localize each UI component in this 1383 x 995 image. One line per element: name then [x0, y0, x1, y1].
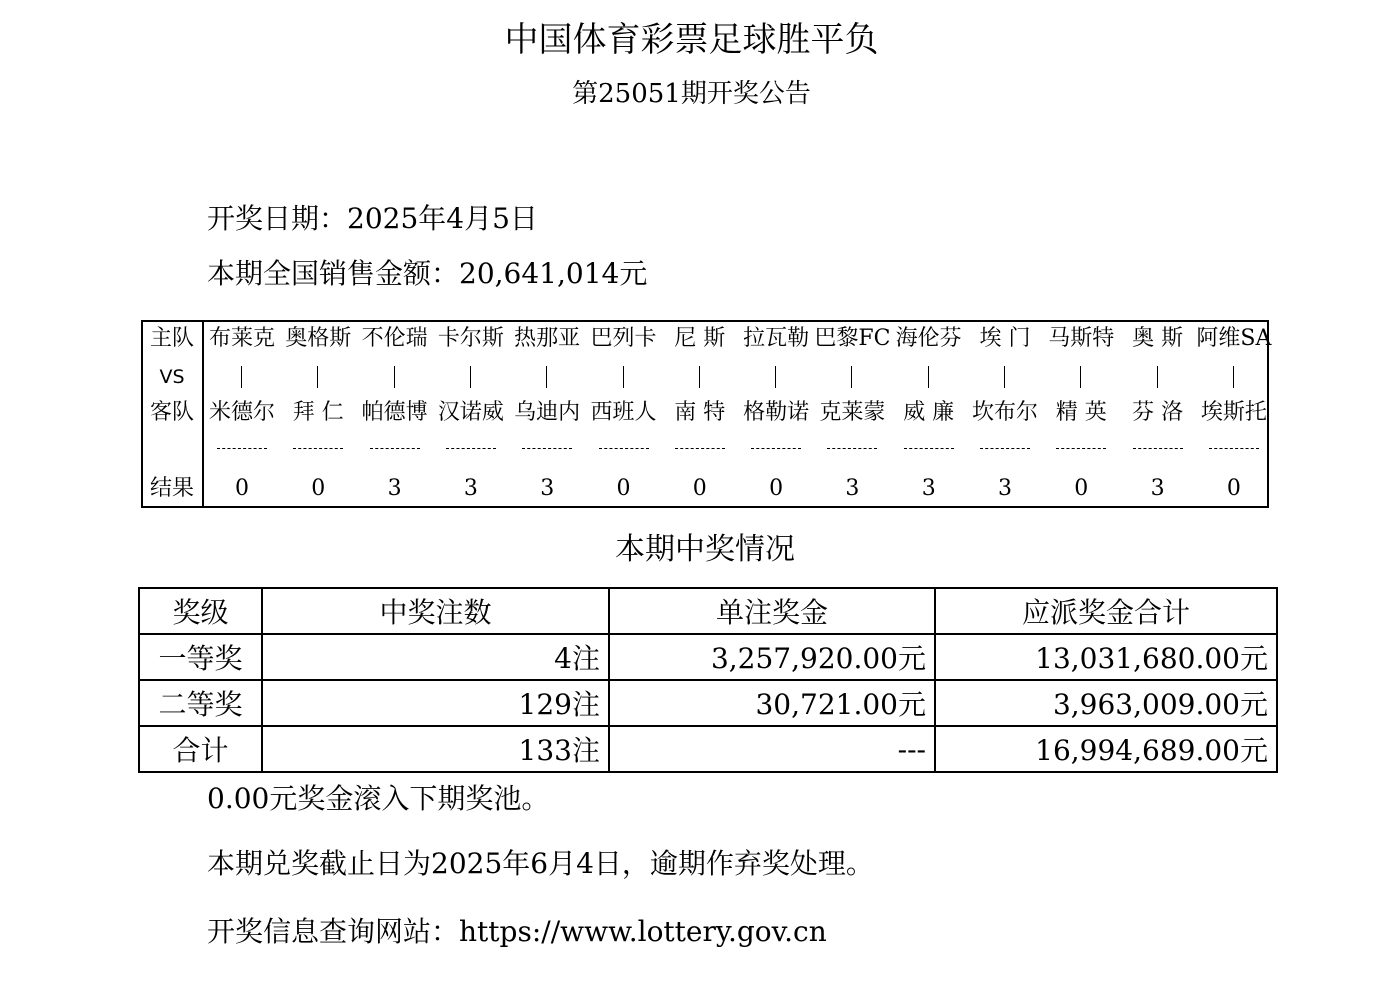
- vs-separator: [470, 366, 471, 388]
- vs-separator: [928, 366, 929, 388]
- home-team-name: 巴列卡: [590, 326, 657, 351]
- dash-separator: [599, 448, 649, 449]
- match-column: [280, 322, 356, 506]
- match-result: 3: [845, 476, 860, 501]
- result-label: 结果: [149, 476, 194, 501]
- match-result: 0: [1226, 476, 1241, 501]
- match-column: [814, 322, 890, 506]
- match-result: 0: [769, 476, 784, 501]
- match-column: [204, 322, 280, 506]
- match-result: 3: [921, 476, 936, 501]
- home-team-name: 不伦瑞: [361, 326, 428, 351]
- match-column: [1120, 322, 1196, 506]
- prize-per-bet: 30,721.00元: [609, 680, 935, 726]
- vs-separator: [1080, 366, 1081, 388]
- home-team-name: 卡尔斯: [437, 326, 504, 351]
- away-team-name: 格勒诺: [743, 400, 810, 425]
- header-prize-level: 奖级: [139, 588, 262, 634]
- dash-separator: [217, 448, 267, 449]
- vs-separator: [1233, 366, 1234, 388]
- match-results-table: [141, 320, 1272, 508]
- winner-count: 133注: [262, 726, 609, 772]
- dash-separator: [370, 448, 420, 449]
- home-team-label: 主队: [149, 326, 194, 351]
- match-column: [967, 322, 1043, 506]
- vs-separator: [699, 366, 700, 388]
- header-winner-count: 中奖注数: [262, 588, 609, 634]
- prize-level: 一等奖: [139, 634, 262, 680]
- match-result: 0: [235, 476, 249, 501]
- winner-count: 4注: [262, 634, 609, 680]
- match-result: 0: [1074, 476, 1089, 501]
- home-team-name: 布莱克: [208, 326, 275, 351]
- dash-separator: [675, 448, 725, 449]
- match-column: [738, 322, 814, 506]
- dash-separator: [904, 448, 954, 449]
- match-column: [662, 322, 738, 506]
- home-team-name: 尼 斯: [674, 326, 726, 351]
- prize-total: 3,963,009.00元: [935, 680, 1277, 726]
- home-team-name: 海伦芬: [895, 326, 962, 351]
- dash-separator: [1209, 448, 1259, 449]
- match-result: 0: [311, 476, 326, 501]
- dash-separator: [446, 448, 496, 449]
- vs-label: VS: [159, 366, 185, 388]
- winner-count: 129注: [262, 680, 609, 726]
- match-column: [433, 322, 509, 506]
- away-team-label: 客队: [149, 400, 194, 425]
- match-column: [891, 322, 967, 506]
- dash-separator: [1133, 448, 1183, 449]
- match-result: 3: [1150, 476, 1165, 501]
- away-team-name: 芬 洛: [1132, 400, 1184, 425]
- issue-subtitle: 第25051期开奖公告: [572, 79, 811, 109]
- header-prize-total: 应派奖金合计: [935, 588, 1277, 634]
- dash-separator: [751, 448, 801, 449]
- away-team-name: 西班人: [590, 400, 657, 425]
- match-result: 3: [463, 476, 478, 501]
- away-team-name: 精 英: [1055, 400, 1107, 425]
- match-column: [509, 322, 585, 506]
- prize-row: [139, 680, 1277, 726]
- prize-level: 二等奖: [139, 680, 262, 726]
- vs-separator: [394, 366, 395, 388]
- dash-separator: [827, 448, 877, 449]
- match-column: [1043, 322, 1119, 506]
- match-result: 3: [998, 476, 1012, 501]
- rollover-note: 0.00元奖金滚入下期奖池。: [207, 782, 550, 815]
- dash-separator: [522, 448, 572, 449]
- sales-amount: 本期全国销售金额：20,641,014元: [207, 257, 648, 290]
- dash-separator: [293, 448, 343, 449]
- header-prize-per-bet: 单注奖金: [609, 588, 935, 634]
- prize-row: [139, 634, 1277, 680]
- away-team-name: 乌迪内: [514, 400, 581, 425]
- prize-section-title: 本期中奖情况: [615, 532, 795, 567]
- website-note: 开奖信息查询网站：https://www.lottery.gov.cn: [207, 915, 827, 948]
- match-result: 3: [387, 476, 402, 501]
- vs-separator: [317, 366, 318, 388]
- dash-separator: [980, 448, 1030, 449]
- claim-deadline-note: 本期兑奖截止日为2025年6月4日，逾期作弃奖处理。: [207, 847, 874, 880]
- home-team-name: 埃 门: [979, 326, 1031, 351]
- match-result: 3: [540, 476, 555, 501]
- away-team-name: 汉诺威: [437, 400, 504, 425]
- announcement-title: 中国体育彩票足球胜平负: [504, 20, 879, 60]
- home-team-name: 奥格斯: [285, 326, 352, 351]
- away-team-name: 米德尔: [208, 400, 275, 425]
- match-column: [586, 322, 662, 506]
- away-team-name: 埃斯托: [1200, 400, 1267, 425]
- match-result: 0: [692, 476, 707, 501]
- vs-separator: [1157, 366, 1158, 388]
- vs-separator: [851, 366, 852, 388]
- prize-row: [139, 726, 1277, 772]
- away-team-name: 南 特: [674, 400, 726, 425]
- home-team-name: 阿维SA: [1196, 326, 1272, 351]
- vs-separator: [546, 366, 547, 388]
- home-team-name: 拉瓦勒: [743, 326, 810, 351]
- vs-separator: [623, 366, 624, 388]
- home-team-name: 马斯特: [1048, 326, 1115, 351]
- draw-date: 开奖日期：2025年4月5日: [207, 202, 538, 235]
- vs-separator: [1004, 366, 1005, 388]
- home-team-name: 巴黎FC: [814, 326, 891, 351]
- prize-table: [138, 587, 1278, 773]
- vs-separator: [775, 366, 776, 388]
- match-column: [357, 322, 433, 506]
- vs-separator: [241, 366, 242, 388]
- prize-per-bet: ---: [609, 726, 935, 772]
- away-team-name: 威 廉: [903, 400, 955, 425]
- prize-total: 16,994,689.00元: [935, 726, 1277, 772]
- prize-header-row: [139, 588, 1277, 634]
- dash-separator: [1056, 448, 1106, 449]
- away-team-name: 拜 仁: [292, 400, 344, 425]
- away-team-name: 帕德博: [361, 400, 428, 425]
- home-team-name: 热那亚: [514, 326, 581, 351]
- prize-level: 合计: [139, 726, 262, 772]
- away-team-name: 坎布尔: [971, 400, 1038, 425]
- prize-total: 13,031,680.00元: [935, 634, 1277, 680]
- match-column: [1196, 322, 1272, 506]
- match-result: 0: [616, 476, 631, 501]
- home-team-name: 奥 斯: [1132, 326, 1184, 351]
- away-team-name: 克莱蒙: [819, 400, 886, 425]
- prize-per-bet: 3,257,920.00元: [609, 634, 935, 680]
